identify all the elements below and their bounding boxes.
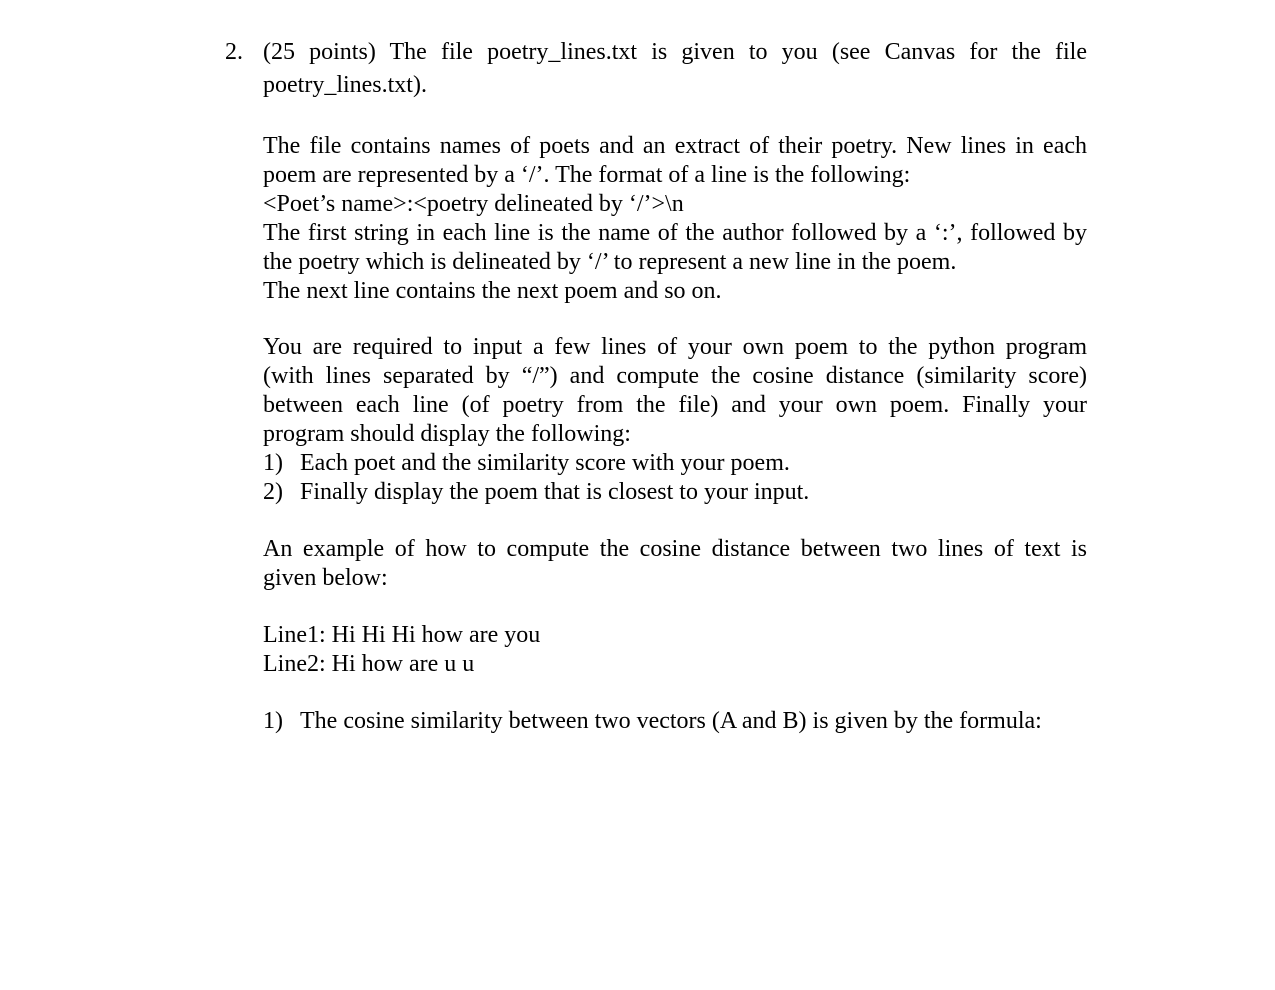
- paragraph-line: given below:: [263, 565, 388, 591]
- paragraph-line: The file contains names of poets and an extract of their poetry. New lines in each: [263, 133, 1087, 159]
- list-item: [263, 449, 1087, 478]
- question-heading-line-2: poetry_lines.txt).: [263, 72, 427, 98]
- list-item: [263, 707, 1087, 736]
- list-item-number: 1): [263, 450, 283, 476]
- format-spec-line: <Poet’s name>:<poetry delineated by ‘/’>\n: [263, 191, 684, 217]
- example-intro-paragraph: [263, 535, 1087, 593]
- list-item-text: Finally display the poem that is closest to your input.: [300, 479, 810, 505]
- list-item: [263, 478, 1087, 507]
- paragraph-line: The first string in each line is the name of the author followed by a ‘:’, followed by: [263, 220, 1087, 246]
- paragraph-line: between each line (of poetry from the file) and your own poem. Finally your: [263, 392, 1087, 418]
- example-lines: [263, 621, 1087, 679]
- paragraph-line: The next line contains the next poem and so on.: [263, 278, 722, 304]
- paragraph-line: the poetry which is delineated by ‘/’ to represent a new line in the poem.: [263, 249, 957, 275]
- requirements-paragraph: [263, 333, 1087, 507]
- list-item-number: 1): [263, 708, 283, 734]
- paragraph-line: (with lines separated by “/”) and compute the cosine distance (similarity score): [263, 363, 1087, 389]
- paragraph-line: You are required to input a few lines of your own poem to the python program: [263, 334, 1087, 360]
- question-heading: [263, 36, 1087, 102]
- example-line-1: Line1: Hi Hi Hi how are you: [263, 622, 541, 648]
- paragraph-line: An example of how to compute the cosine distance between two lines of text is: [263, 536, 1087, 562]
- cosine-step: [263, 707, 1087, 736]
- list-item-number: 2): [263, 479, 283, 505]
- list-item-text: Each poet and the similarity score with your poem.: [300, 450, 790, 476]
- file-format-paragraph: [263, 132, 1087, 306]
- example-line-2: Line2: Hi how are u u: [263, 651, 475, 677]
- question-heading-line-1: (25 points) The file poetry_lines.txt is given to you (see Canvas for the file: [263, 39, 1087, 65]
- question-number: 2.: [225, 39, 243, 65]
- list-item-text: The cosine similarity between two vectors (A and B) is given by the formula:: [300, 708, 1042, 734]
- paragraph-line: poem are represented by a ‘/’. The format of a line is the following:: [263, 162, 911, 188]
- paragraph-line: program should display the following:: [263, 421, 631, 447]
